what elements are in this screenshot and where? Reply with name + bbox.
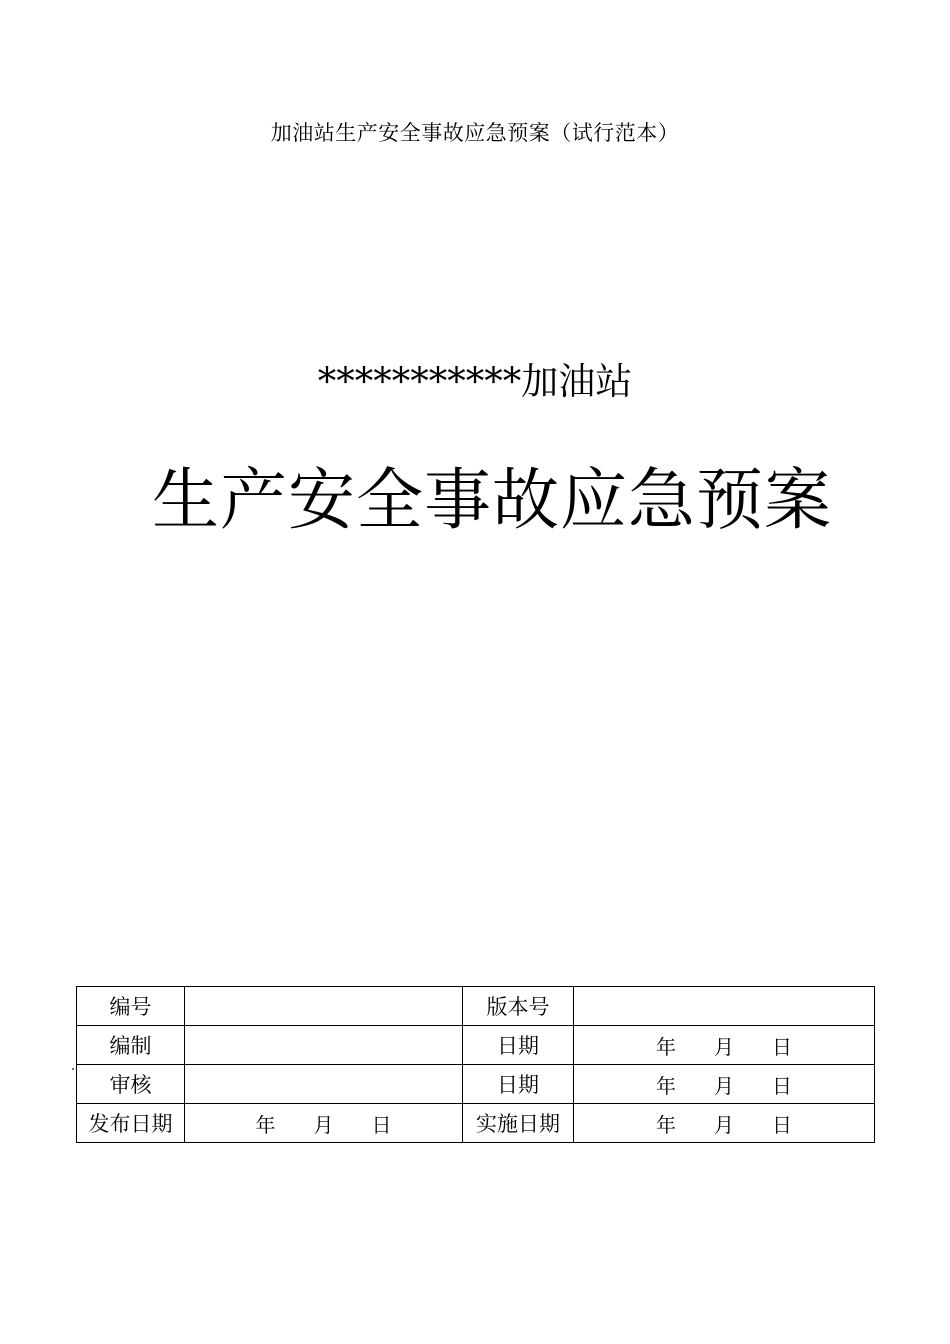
main-title: 生产安全事故应急预案: [152, 461, 832, 539]
value-version[interactable]: [574, 987, 875, 1026]
label-version: 版本号: [463, 987, 574, 1026]
table-row-dates: [77, 1104, 875, 1143]
day-unit: 日: [371, 1112, 392, 1137]
label-review-date: 日期: [463, 1065, 574, 1104]
month-unit: 月: [313, 1112, 334, 1137]
label-number: 编号: [77, 987, 185, 1026]
year-unit: 年: [656, 1034, 676, 1059]
year-unit: 年: [656, 1112, 676, 1137]
table-row-number: [77, 987, 875, 1026]
value-prepared-date[interactable]: [574, 1026, 875, 1065]
day-unit: 日: [772, 1073, 792, 1098]
station-name: ***********加油站: [317, 360, 633, 403]
value-review-date[interactable]: [574, 1065, 875, 1104]
table-row-prepared: [77, 1026, 875, 1065]
year-unit: 年: [255, 1112, 276, 1137]
month-unit: 月: [714, 1073, 734, 1098]
value-review[interactable]: [185, 1065, 463, 1104]
month-unit: 月: [714, 1034, 734, 1059]
table-row-review: [77, 1065, 875, 1104]
value-publish-date[interactable]: [185, 1104, 463, 1143]
label-prepared-date: 日期: [463, 1026, 574, 1065]
month-unit: 月: [714, 1112, 734, 1137]
label-review: 审核: [77, 1065, 185, 1104]
value-number[interactable]: [185, 987, 463, 1026]
value-prepared[interactable]: [185, 1026, 463, 1065]
margin-dot: [72, 1068, 74, 1070]
value-effective-date[interactable]: [574, 1104, 875, 1143]
day-unit: 日: [772, 1112, 792, 1137]
document-header-title: 加油站生产安全事故应急预案（试行范本）: [270, 121, 680, 145]
label-publish-date: 发布日期: [77, 1104, 185, 1143]
document-info-table: [76, 986, 875, 1143]
label-prepared: 编制: [77, 1026, 185, 1065]
year-unit: 年: [656, 1073, 676, 1098]
day-unit: 日: [772, 1034, 792, 1059]
label-effective-date: 实施日期: [463, 1104, 574, 1143]
